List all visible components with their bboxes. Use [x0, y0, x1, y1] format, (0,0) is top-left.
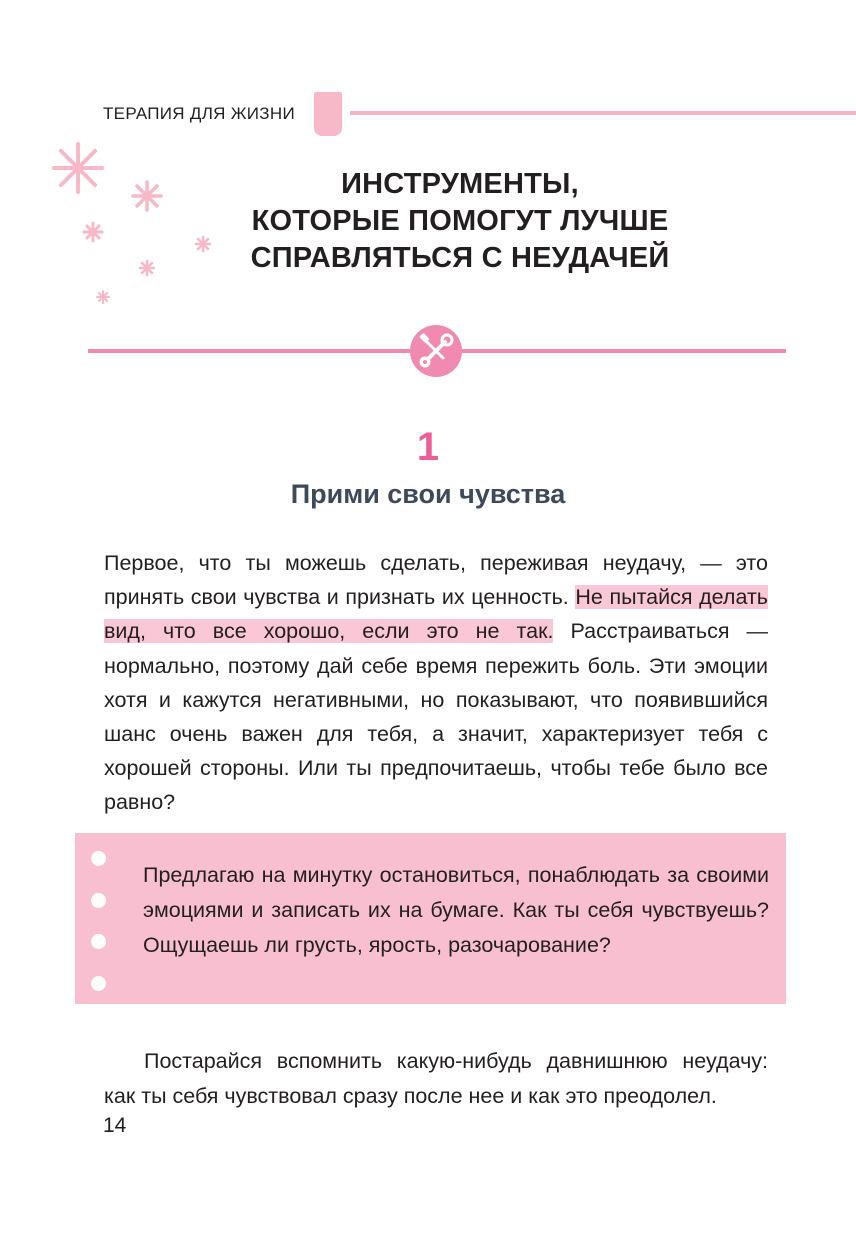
paragraph-text: Расстраиваться — нормально, поэтому дай себе время пережить боль. Эти эмоции хотя и кажутся негативными, но показывают, что появившийся шанс очень важен для тебя, а значит, характеризует тебя с хорошей стороны. Или ты предпочитаешь, чтобы тебе было все равно?: [104, 619, 768, 815]
body-paragraph: [104, 546, 768, 820]
header-rule: [350, 111, 856, 115]
highlighted-text: Не пытайся делать вид, что все хорошо, если это не так.: [104, 585, 769, 644]
wrench-screwdriver-icon: [410, 325, 462, 377]
chapter-title: [150, 166, 770, 277]
chapter-title-line: КОТОРЫЕ ПОМОГУТ ЛУЧШЕ: [251, 205, 669, 237]
chapter-title-line: ИНСТРУМЕНТЫ,: [341, 168, 579, 200]
exercise-text: Предлагаю на минутку остановиться, понаблюдать за своими эмоциями и записать их на бумаге. Как ты себя чувствуешь? Ощущаешь ли грусть, ярость, разочарование?: [143, 863, 769, 957]
binder-hole: [91, 851, 106, 866]
section-title: Прими свои чувства: [290, 479, 566, 509]
running-header: ТЕРАПИЯ ДЛЯ ЖИЗНИ: [103, 104, 295, 123]
chapter-title-line: СПРАВЛЯТЬСЯ С НЕУДАЧЕЙ: [250, 242, 670, 274]
header-tab-marker: [314, 92, 342, 136]
paragraph-text: Первое, что ты можешь сделать, переживая неудачу, — это принять свои чувства и признать их ценность.: [104, 551, 768, 610]
binder-hole: [91, 934, 106, 949]
binder-hole: [91, 976, 106, 991]
binder-hole: [91, 893, 106, 908]
section-number: 1: [416, 425, 440, 469]
page-number: 14: [103, 1114, 127, 1137]
body-paragraph: Постарайся вспомнить какую-нибудь давнишнюю неудачу: как ты себя чувствовал сразу после нее и как это преодолел.: [104, 1049, 768, 1108]
